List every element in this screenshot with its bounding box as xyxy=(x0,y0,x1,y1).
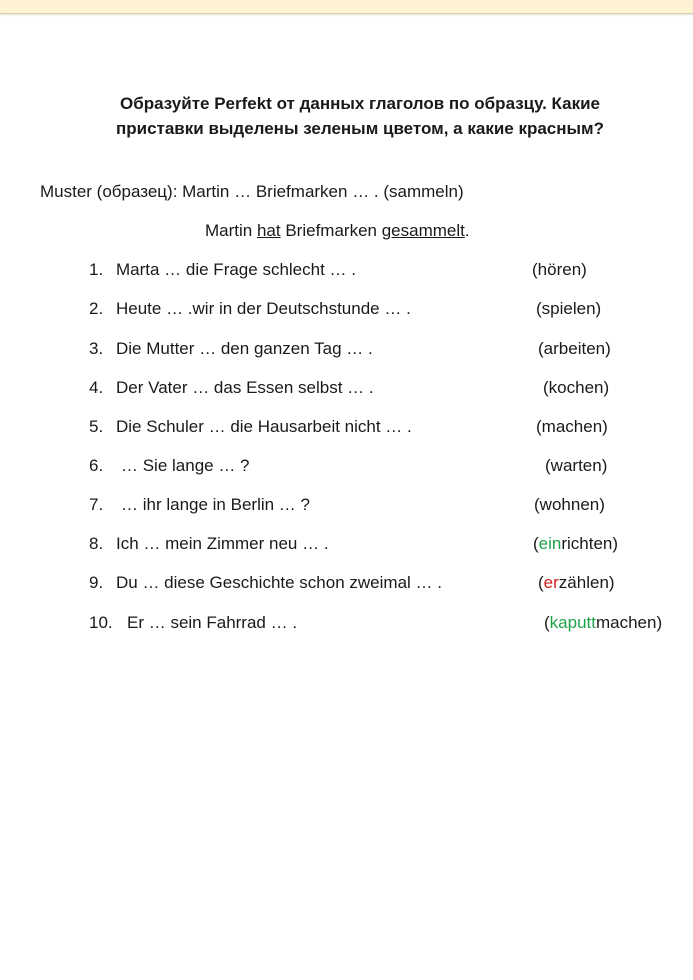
example-end: . xyxy=(464,221,470,240)
verb-open-paren: ( xyxy=(538,573,544,592)
exercise-verb xyxy=(545,456,607,476)
example-part-2: Briefmarken xyxy=(280,221,382,240)
exercise-item xyxy=(0,299,693,323)
exercise-sentence: Ich … mein Zimmer neu … . xyxy=(116,534,329,553)
exercise-number: 7. xyxy=(89,495,104,514)
exercise-sentence: Die Mutter … den ganzen Tag … . xyxy=(116,339,373,358)
task-title-line-2: приставки выделены зеленым цветом, а какие красным? xyxy=(115,119,605,138)
exercise-item xyxy=(0,613,693,637)
verb-prefix: ein xyxy=(538,534,562,553)
task-title-line-1: Образуйте Perfekt от данных глаголов по образцу. Какие xyxy=(120,94,600,113)
exercise-number: 2. xyxy=(89,299,104,318)
exercise-number: 10. xyxy=(89,613,113,632)
verb-open-paren: ( xyxy=(532,260,538,279)
verb-rest: machen) xyxy=(541,417,608,436)
verb-prefix: kaputt xyxy=(549,613,596,632)
exercise-item xyxy=(0,378,693,402)
exercise-number: 9. xyxy=(89,573,104,592)
verb-rest: kochen) xyxy=(548,378,610,397)
verb-rest: wohnen) xyxy=(539,495,605,514)
exercise-sentence: … ihr lange in Berlin … ? xyxy=(121,495,310,514)
exercise-number: 8. xyxy=(89,534,104,553)
exercise-sentence: Der Vater … das Essen selbst … . xyxy=(116,378,374,397)
exercise-number: 5. xyxy=(89,417,104,436)
exercise-sentence: Du … diese Geschichte schon zweimal … . xyxy=(116,573,442,592)
verb-rest: zählen) xyxy=(558,573,615,592)
exercise-number: 1. xyxy=(89,260,104,279)
exercise-number: 6. xyxy=(89,456,104,475)
exercise-verb xyxy=(532,260,587,280)
exercise-number: 4. xyxy=(89,378,104,397)
exercise-verb xyxy=(544,613,662,633)
muster-line: Muster (образец): Martin … Briefmarken … . (sammeln) xyxy=(40,182,464,201)
exercise-item xyxy=(0,495,693,519)
example-participle: gesammelt xyxy=(381,221,465,240)
verb-open-paren: ( xyxy=(536,417,542,436)
exercise-verb xyxy=(536,299,601,319)
verb-open-paren: ( xyxy=(544,613,550,632)
exercise-item xyxy=(0,417,693,441)
verb-open-paren: ( xyxy=(545,456,551,475)
muster-example xyxy=(205,221,470,241)
exercise-verb xyxy=(538,339,611,359)
verb-open-paren: ( xyxy=(538,339,544,358)
exercise-item xyxy=(0,260,693,284)
exercise-sentence: Die Schuler … die Hausarbeit nicht … . xyxy=(116,417,412,436)
verb-rest: hören) xyxy=(537,260,587,279)
exercise-item xyxy=(0,573,693,597)
verb-prefix: er xyxy=(543,573,559,592)
exercise-item xyxy=(0,456,693,480)
example-part-1: Martin xyxy=(205,221,257,240)
verb-rest: arbeiten) xyxy=(543,339,611,358)
verb-open-paren: ( xyxy=(534,495,540,514)
exercise-verb xyxy=(538,573,615,593)
verb-open-paren: ( xyxy=(533,534,539,553)
exercise-sentence: Heute … .wir in der Deutschstunde … . xyxy=(116,299,411,318)
exercise-item xyxy=(0,534,693,558)
verb-rest: machen) xyxy=(595,613,663,632)
verb-open-paren: ( xyxy=(543,378,549,397)
verb-open-paren: ( xyxy=(536,299,542,318)
exercise-sentence: … Sie lange … ? xyxy=(121,456,250,475)
exercise-verb xyxy=(533,534,618,554)
exercise-item xyxy=(0,339,693,363)
exercise-number: 3. xyxy=(89,339,104,358)
exercise-verb xyxy=(534,495,605,515)
verb-rest: spielen) xyxy=(541,299,602,318)
verb-rest: warten) xyxy=(550,456,608,475)
exercise-sentence: Er … sein Fahrrad … . xyxy=(127,613,298,632)
exercise-verb xyxy=(536,417,608,437)
example-auxiliary: hat xyxy=(256,221,281,240)
exercise-sentence: Marta … die Frage schlecht … . xyxy=(116,260,356,279)
exercise-verb xyxy=(543,378,609,398)
task-title xyxy=(0,91,693,141)
verb-rest: richten) xyxy=(561,534,619,553)
top-toolbar-strip xyxy=(0,0,693,14)
